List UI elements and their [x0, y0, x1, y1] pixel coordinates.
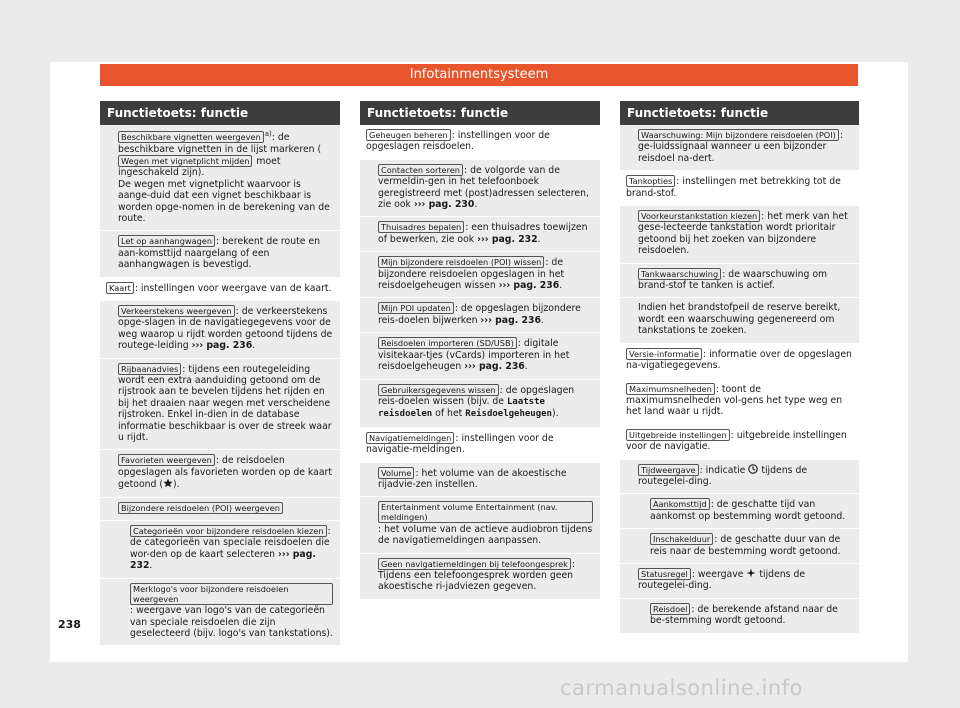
row-text: .: [540, 314, 544, 326]
menu-term: Reisdoelgeheugen: [465, 409, 552, 420]
table-row: [100, 450, 340, 497]
page-reference: ››› pag. 230: [413, 199, 475, 211]
row-text: : informatie over de opgeslagen na-vigatiegegevens.: [626, 348, 852, 372]
column-2-title: Functietoets: functie: [360, 101, 600, 125]
table-row: [620, 460, 859, 495]
function-key: Statusregel: [638, 568, 691, 580]
function-key: Gebruikersgegevens wissen: [378, 384, 499, 396]
table-row: [360, 554, 600, 600]
row-text: tijdens de routegelei-ding.: [638, 464, 808, 487]
row-text: : de berekende afstand naar de be-stemming wordt getoond.: [650, 603, 838, 627]
column-1: [100, 101, 340, 646]
row-text: tijdens de routegelei-ding.: [638, 568, 806, 592]
footnote-marker: a): [264, 130, 272, 138]
row-text: : de opgeslagen reis-doelen wissen (bijv. de: [378, 384, 575, 407]
row-text: : toont de maximumsnelheden vol-gens het type weg en het land waar u rijdt.: [626, 383, 843, 418]
clock-icon: [748, 464, 758, 474]
row-text: : de opgeslagen bijzondere reis-doelen bijwerken: [378, 303, 581, 326]
function-key: Rijbaanadvies: [118, 363, 181, 375]
row-text: : uitgebreide instellingen voor de navigatie.: [626, 429, 847, 453]
table-row: [620, 599, 859, 634]
table-row: [620, 125, 859, 171]
row-text: .: [524, 361, 528, 373]
row-text: .: [474, 199, 478, 211]
row-text: : berekent de route en aan-komsttijd naargelang of een aanhangwagen is bevestigd.: [118, 236, 321, 271]
column-1-title: Functietoets: functie: [100, 101, 340, 125]
row-text: : tijdens een routegeleiding wordt een extra aanduiding getoond om de rijstrook aan te bevelen tijdens het rijden en bij het draaien naar wegen met verscheidene rijstroken. Enkel in-dien in de database informatie beschikbaar is over de streek waar u rijdt.: [118, 363, 332, 444]
function-key: Beschikbare vignetten weergeven: [118, 131, 264, 143]
row-text: : instellingen met betrekking tot de brand-stof.: [626, 176, 841, 199]
row-text: : weergave van logo's van de categorieën van speciale reisdoelen die zijn geselecteerd (bijv. logo's van tankstations).: [130, 605, 333, 639]
table-row: [620, 494, 859, 529]
row-text: ).: [173, 479, 180, 491]
star-icon: [163, 478, 173, 488]
table-row: [620, 206, 859, 264]
row-text: : de bijzondere reisdoelen opgeslagen in het reisdoelgeheugen wissen: [378, 257, 565, 292]
table-row: [360, 298, 600, 333]
row-text: ).: [551, 408, 559, 420]
menu-term: Laatste reisdoelen: [378, 396, 545, 420]
function-key: Uitgebreide instellingen: [626, 429, 730, 441]
row-text: : de waarschuwing om brand-stof te tanken is actief.: [638, 268, 828, 292]
function-key: Let op aanhangwagen: [118, 235, 215, 247]
function-key: Bijzondere reisdoelen (POI) weergeven: [118, 502, 283, 514]
function-key: Reisdoelen importeren (SD/USB): [378, 337, 517, 349]
table-row: [360, 333, 600, 379]
row-text: .: [537, 233, 541, 245]
table-row: [360, 428, 600, 463]
row-text: : het volume van de actieve audiobron tijdens de navigatiemeldingen aanpassen.: [378, 523, 593, 547]
function-key: Geheugen beheren: [366, 129, 451, 141]
row-text: : de beschikbare vignetten in de lijst markeren (: [118, 132, 322, 155]
row-text: : ge-luidssignaal wanneer u een bijzonder reisdoel na-dert.: [638, 130, 843, 164]
header-title: Infotainmentsysteem: [409, 67, 549, 82]
row-text: : het volume van de akoestische rijadvie-zen instellen.: [378, 467, 567, 490]
table-row: [620, 264, 859, 299]
watermark: carmanualsonline.info: [560, 676, 803, 700]
column-2: [360, 101, 600, 600]
row-text: : het merk van het gese-lecteerde tankstation wordt prioritair getoond bij het zoeken van bijzondere reisdoelen.: [638, 211, 848, 257]
page-reference: ››› pag. 236: [480, 314, 541, 326]
function-key: Kaart: [106, 282, 134, 294]
row-text: : de geschatte duur van de reis naar de bestemming wordt getoond.: [650, 534, 841, 557]
function-key: Categorieën voor bijzondere reisdoelen kiezen: [130, 525, 327, 537]
row-text: : de reisdoelen opgeslagen als favorieten worden op de kaart getoond (: [118, 455, 333, 491]
row-text: : de verkeerstekens opge-slagen in de navigatiegegevens voor de weg waarop u rijdt worden getoond tijdens de routege-leiding: [118, 305, 333, 352]
table-row: [620, 425, 859, 460]
row-text: : de volgorde van de vermeldin-gen in het telefoonboek geregistreerd met (post)adressen selecteren, zie ook: [378, 164, 589, 211]
table-row: [100, 301, 340, 359]
row-text: : de geschatte tijd van aankomst op bestemming wordt getoond.: [650, 499, 846, 522]
function-key: Reisdoel: [650, 603, 690, 615]
table-row: [620, 171, 859, 206]
table-row: [620, 564, 859, 599]
row-text: : instellingen voor de opgeslagen reisdoelen.: [366, 130, 550, 153]
table-row: [100, 359, 340, 451]
row-text: of het: [432, 408, 466, 420]
function-key: Maximumsnelheden: [626, 383, 715, 395]
function-key: Verkeerstekens weergeven: [118, 305, 235, 317]
table-row: [620, 379, 859, 425]
table-row: [360, 125, 600, 160]
function-key: Mijn bijzondere reisdoelen (POI) wissen: [378, 256, 544, 268]
table-row: [620, 298, 859, 343]
row-text: Indien het brandstofpeil de reserve bereikt, wordt een waarschuwing gegenereerd om tankstations te zoeken.: [638, 302, 841, 337]
function-key: Volume: [378, 467, 414, 479]
page-number: 238: [58, 618, 81, 631]
page-reference: ››› pag. 236: [498, 280, 560, 292]
table-row: [100, 521, 340, 579]
row-text: De wegen met vignetplicht waarvoor is aange-duid dat een vignet beschikbaar is worden opge-nomen in de berekening van de route.: [118, 178, 330, 224]
table-row: [100, 231, 340, 277]
function-key: Tankwaarschuwing: [638, 268, 721, 280]
compass-icon: [746, 568, 756, 578]
row-text: .: [559, 280, 563, 292]
table-row: [360, 252, 600, 298]
table-row: [360, 160, 600, 218]
function-key: Versie-informatie: [626, 348, 702, 360]
function-key: Aankomsttijd: [650, 498, 710, 510]
table-row: [360, 217, 600, 252]
function-key: Thuisadres bepalen: [378, 221, 464, 233]
function-key: Favorieten weergeven: [118, 454, 215, 466]
row-text: : instellingen voor weergave van de kaart.: [134, 282, 332, 294]
row-text: : de categorieën van speciale reisdoelen die wor-den op de kaart selecteren: [130, 526, 331, 560]
row-text: : instellingen voor de navigatie-meldingen.: [366, 432, 554, 456]
function-key: Waarschuwing: Mijn bijzondere reisdoelen (POI): [638, 129, 839, 141]
function-key: Contacten sorteren: [378, 164, 463, 176]
table-row: [100, 125, 340, 231]
table-row: [620, 344, 859, 379]
function-key: Geen navigatiemeldingen bij telefoongesprek: [378, 558, 571, 570]
page-reference: ››› pag. 232: [477, 233, 538, 245]
page-reference: ››› pag. 236: [464, 361, 525, 373]
row-text: : Tijdens een telefoongesprek worden geen akoestische ri-jadviezen gegeven.: [378, 558, 576, 593]
page-reference: ››› pag. 236: [191, 340, 253, 352]
function-key: Navigatiemeldingen: [366, 432, 454, 444]
column-3-title: Functietoets: functie: [620, 101, 859, 125]
table-row: [100, 278, 340, 301]
function-key: Tankopties: [626, 175, 675, 187]
function-key: Wegen met vignetplicht mijden: [118, 155, 252, 167]
function-key: Mijn POI updaten: [378, 302, 454, 314]
row-text: .: [252, 340, 256, 352]
row-text: : digitale visitekaar-tjes (vCards) importeren in het reisdoelgeheugen: [378, 338, 570, 373]
row-text: .: [149, 560, 153, 572]
table-row: [360, 463, 600, 498]
header-bar: [100, 64, 858, 86]
function-key: Voorkeurstankstation kiezen: [638, 210, 760, 222]
function-key: Inschakelduur: [650, 533, 713, 545]
row-text: : indicatie: [699, 464, 749, 476]
table-row: [100, 579, 340, 647]
function-key: Tijdweergave: [638, 464, 699, 476]
table-row: [360, 497, 600, 553]
row-text: moet ingeschakeld zijn).: [118, 155, 281, 179]
row-text: : weergave: [691, 568, 747, 580]
row-text: : een thuisadres toewijzen of bewerken, zie ook: [378, 222, 588, 245]
table-row: [100, 498, 340, 521]
function-key: Entertainment volume Entertainment (nav. meldingen): [378, 501, 593, 523]
table-row: [620, 529, 859, 564]
column-3: [620, 101, 859, 634]
page-reference: ››› pag. 232: [130, 548, 316, 572]
function-key: Merklogo's voor bijzondere reisdoelen weergeven: [130, 583, 333, 605]
table-row: [360, 380, 600, 428]
